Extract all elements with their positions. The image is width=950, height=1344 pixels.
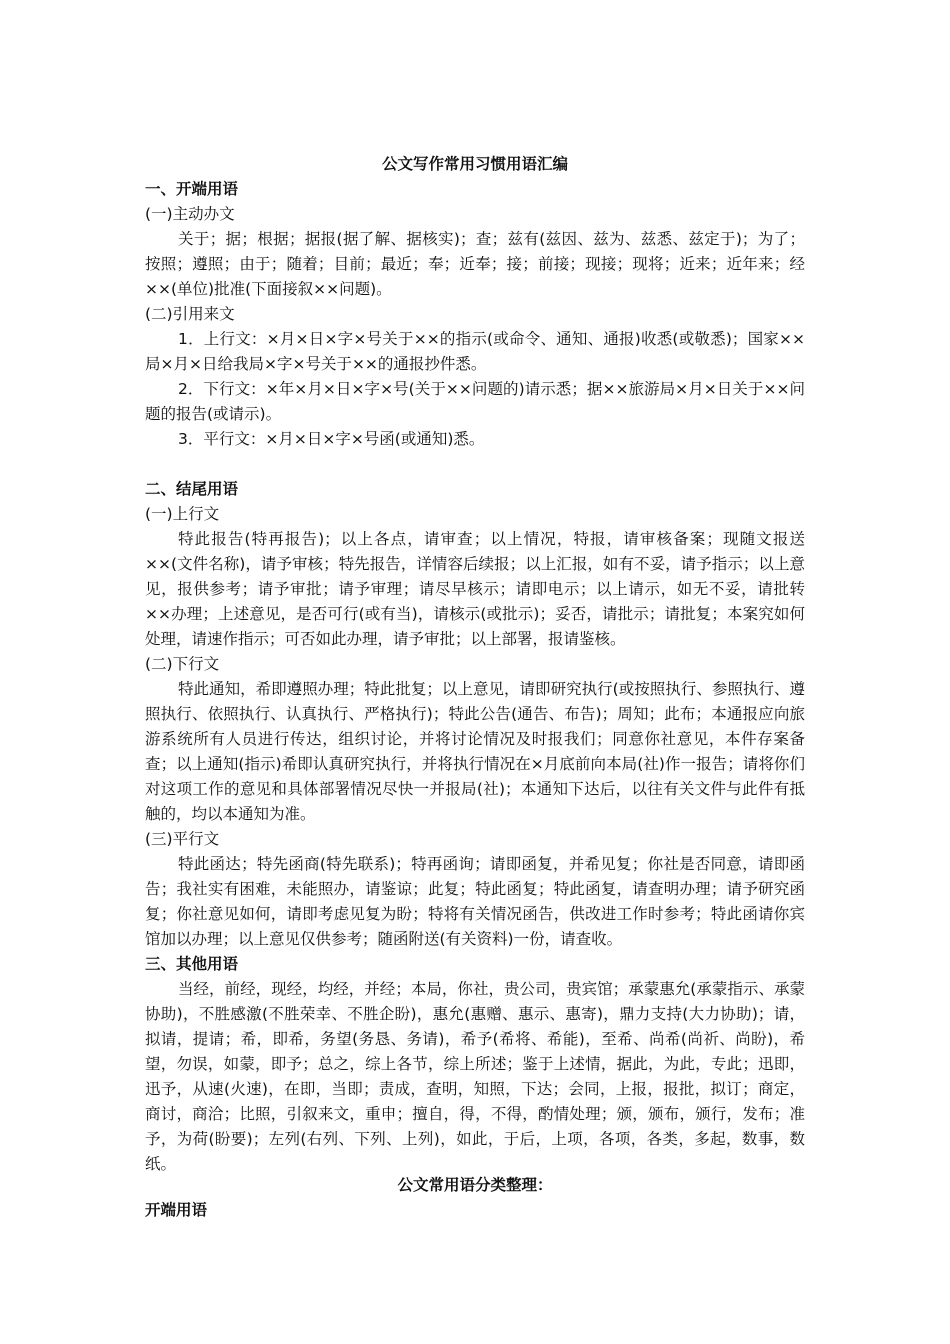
list-item: 2．下行文：×年×月×日×字×号(关于××问题的)请示悉；据××旅游局×月×日关于××问题的报告(或请示)。: [145, 380, 805, 423]
document-subtitle: 公文常用语分类整理：: [397, 1176, 553, 1194]
last-heading: 开端用语: [145, 1201, 208, 1219]
paragraph: 特此通知，希即遵照办理；特此批复；以上意见，请即研究执行(或按照执行、参照执行、遵照执行、依照执行、认真执行、严格执行)；特此公告(通告、布告)；周知；此布；本通报应向旅游系统所有人员进行传达，组织讨论，并将讨论情况及时报我们；同意你社意见，本件存案备查；以上通知(指示)希即认真研究执行，并将执行情况在×月底前向本局(社)作一报告；请将你们对这项工作的意见和具体部署情况尽快一并报局(社)；本通知下达后，以往有关文件与此件有抵触的，均以本通知为准。: [145, 680, 805, 823]
subsection-label: (三)平行文: [145, 830, 220, 848]
list-item: 1．上行文：×月×日×字×号关于××的指示(或命令、通知、通报)收悉(或敬悉)；国家××局×月×日给我局×字×号关于××的通报抄件悉。: [145, 330, 805, 373]
subsection-label: (二)下行文: [145, 655, 220, 673]
document-title: 公文写作常用习惯用语汇编: [381, 155, 568, 173]
list-item: 3．平行文：×月×日×字×号函(或通知)悉。: [178, 430, 485, 448]
paragraph: 当经，前经，现经，均经，并经；本局，你社，贵公司，贵宾馆；承蒙惠允(承蒙指示、承蒙协助)，不胜感激(不胜荣幸、不胜企盼)，惠允(惠赠、惠示、惠寄)，鼎力支持(大力协助)；请，拟请，提请；希，即希，务望(务恳、务请)，希予(希将、希能)，至希、尚希(尚祈、尚盼)，希望，勿误，如蒙，即予；总之，综上各节，综上所述；鉴于上述情，据此，为此，专此；迅即，迅予，从速(火速)，在即，当即；责成，查明，知照，下达；会同，上报，报批，拟订；商定，商讨，商洽；比照，引叙来文，重申；擅自，得，不得，酌情处理；颁，颁布，颁行，发布；准予，为荷(盼要)；左列(右列、下列、上列)，如此，于后，上项，各项，各类，多起，数事，数纸。: [145, 980, 805, 1173]
subsection-label: (一)主动办文: [145, 205, 235, 223]
section-heading-closing: 二、结尾用语: [145, 480, 239, 498]
spacer: [145, 452, 805, 477]
subsection-label: (二)引用来文: [145, 305, 235, 323]
section-heading-opening: 一、开端用语: [145, 180, 239, 198]
paragraph: 特此报告(特再报告)；以上各点，请审查；以上情况，特报，请审核备案；现随文报送××(文件名称)，请予审核；特先报告，详情容后续报；以上汇报，如有不妥，请予指示；以上意见，报供参考；请予审批；请予审理；请尽早核示；请即电示；以上请示，如无不妥，请批转××办理；上述意见，是否可行(或有当)，请核示(或批示)；妥否，请批示；请批复；本案究如何处理，请速作指示；可否如此办理，请予审批；以上部署，报请鉴核。: [145, 530, 805, 648]
paragraph: 特此函达；特先函商(特先联系)；特再函询；请即函复，并希见复；你社是否同意，请即函告；我社实有困难，未能照办，请鉴谅；此复；特此函复；特此函复，请查明办理；请予研究函复；你社意见如何，请即考虑见复为盼；特将有关情况函告，供改进工作时参考；特此函请你宾馆加以办理；以上意见仅供参考；随函附送(有关资料)一份，请查收。: [145, 855, 805, 948]
subsection-label: (一)上行文: [145, 505, 220, 523]
document-body: [145, 177, 805, 1177]
paragraph: 关于；据；根据；据报(据了解、据核实)；查；兹有(兹因、兹为、兹悉、兹定于)；为了；按照；遵照；由于；随着；目前；最近；奉；近奉；接；前接；现接；现将；近来；近年来；经××(单位)批准(下面接叙××问题)。: [145, 230, 805, 298]
section-heading-other: 三、其他用语: [145, 955, 239, 973]
